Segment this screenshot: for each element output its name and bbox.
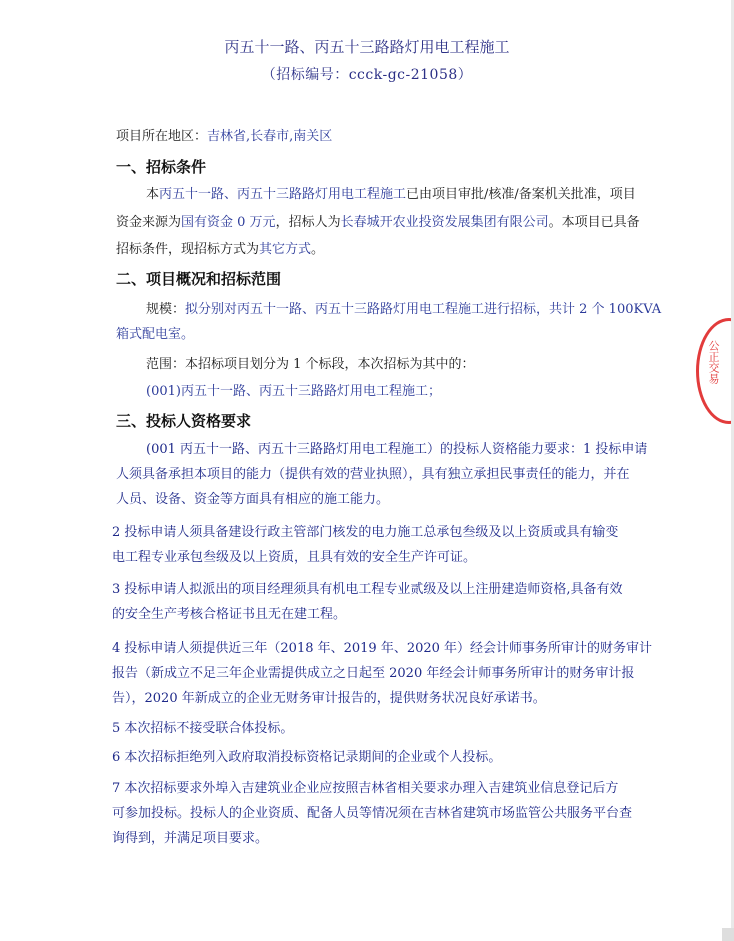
project-name: 丙五十一路、丙五十三路路灯用电工程施工 (159, 187, 407, 202)
qualification-para-3 (112, 577, 623, 627)
section-heading-bid-conditions: 一、招标条件 (116, 158, 207, 176)
para-line: (001 丙五十一路、丙五十三路路灯用电工程施工）的投标人资格能力要求：1 投标申请 (146, 442, 648, 457)
section-heading-overview: 二、项目概况和招标范围 (116, 270, 282, 288)
para-line: 6 本次招标拒绝列入政府取消投标资格记录期间的企业或个人投标。 (112, 750, 502, 765)
para-line: 电工程专业承包叁级及以上资质，且具有效的安全生产许可证。 (112, 550, 477, 565)
para-line: 4 投标申请人须提供近三年（2018 年、2019 年、2020 年）经会计师事务所审计的财务审计 (112, 641, 653, 656)
scale-line-2: 箱式配电室。 (116, 327, 195, 342)
para-line: 告），2020 年新成立的企业无财务审计报告的，提供财务状况良好承诺书。 (112, 691, 546, 706)
lot-line: (001)丙五十一路、丙五十三路路灯用电工程施工； (146, 384, 441, 399)
qualification-para-4 (112, 636, 652, 711)
scale-line-1 (146, 301, 661, 319)
conditions-line-3 (116, 241, 324, 259)
region-label: 项目所在地区： (116, 129, 208, 144)
conditions-line-1 (146, 186, 636, 204)
qualification-para-1 (116, 437, 648, 512)
text-run: ，招标人为 (275, 215, 341, 230)
bid-method: 其它方式 (259, 242, 312, 257)
para-line: 7 本次招标要求外埠入吉建筑业企业应按照吉林省相关要求办理入吉建筑业信息登记后方 (112, 781, 619, 796)
qualification-para-6 (112, 745, 501, 770)
region-value: 吉林省,长春市,南关区 (207, 129, 333, 144)
seal-text: 公正交易 (707, 340, 720, 384)
qualification-para-7 (112, 776, 632, 851)
para-line: 2 投标申请人须具备建设行政主管部门核发的电力施工总承包叁级及以上资质或具有输变 (112, 525, 619, 540)
scope-line: 范围：本招标项目划分为 1 个标段，本次招标为其中的： (146, 357, 475, 372)
text-run: 本 (146, 187, 160, 202)
text-run: 招标条件，现招标方式为 (116, 242, 260, 257)
scale-value: 拟分别对丙五十一路、丙五十三路路灯用电工程施工进行招标，共计 2 个 100KVA (185, 302, 662, 317)
bid-number: （招标编号：ccck-gc-21058） (261, 67, 473, 83)
document-title: 丙五十一路、丙五十三路路灯用电工程施工 (224, 38, 510, 56)
text-run: 。 (311, 242, 325, 257)
scale-label: 规模： (146, 302, 186, 317)
section-heading-qualifications: 三、投标人资格要求 (116, 412, 252, 430)
fund-source: 国有资金 0 万元 (181, 215, 276, 230)
para-line: 3 投标申请人拟派出的项目经理须具有机电工程专业贰级及以上注册建造师资格,具备有效 (112, 582, 623, 597)
para-line: 的安全生产考核合格证书且无在建工程。 (112, 607, 347, 622)
text-run: 。本项目已具备 (548, 215, 640, 230)
para-line: 人员、设备、资金等方面具有相应的施工能力。 (116, 492, 390, 507)
qualification-para-2 (112, 520, 618, 570)
para-line: 询得到，并满足项目要求。 (112, 831, 269, 846)
conditions-line-2 (116, 214, 640, 232)
qualification-para-5 (112, 716, 293, 741)
tenderer-name: 长春城开农业投资发展集团有限公司 (340, 215, 549, 230)
scan-corner (722, 928, 734, 941)
para-line: 人须具备承担本项目的能力（提供有效的营业执照），具有独立承担民事责任的能力，并在 (116, 467, 630, 482)
text-run: 已由项目审批/核准/备案机关批准，项目 (406, 187, 636, 202)
text-run: 资金来源为 (116, 215, 182, 230)
para-line: 5 本次招标不接受联合体投标。 (112, 721, 294, 736)
project-region (116, 128, 332, 146)
para-line: 可参加投标。投标人的企业资质、配备人员等情况须在吉林省建筑市场监管公共服务平台查 (112, 806, 633, 821)
para-line: 报告（新成立不足三年企业需提供成立之日起至 2020 年经会计师事务所审计的财务审计报 (112, 666, 635, 681)
